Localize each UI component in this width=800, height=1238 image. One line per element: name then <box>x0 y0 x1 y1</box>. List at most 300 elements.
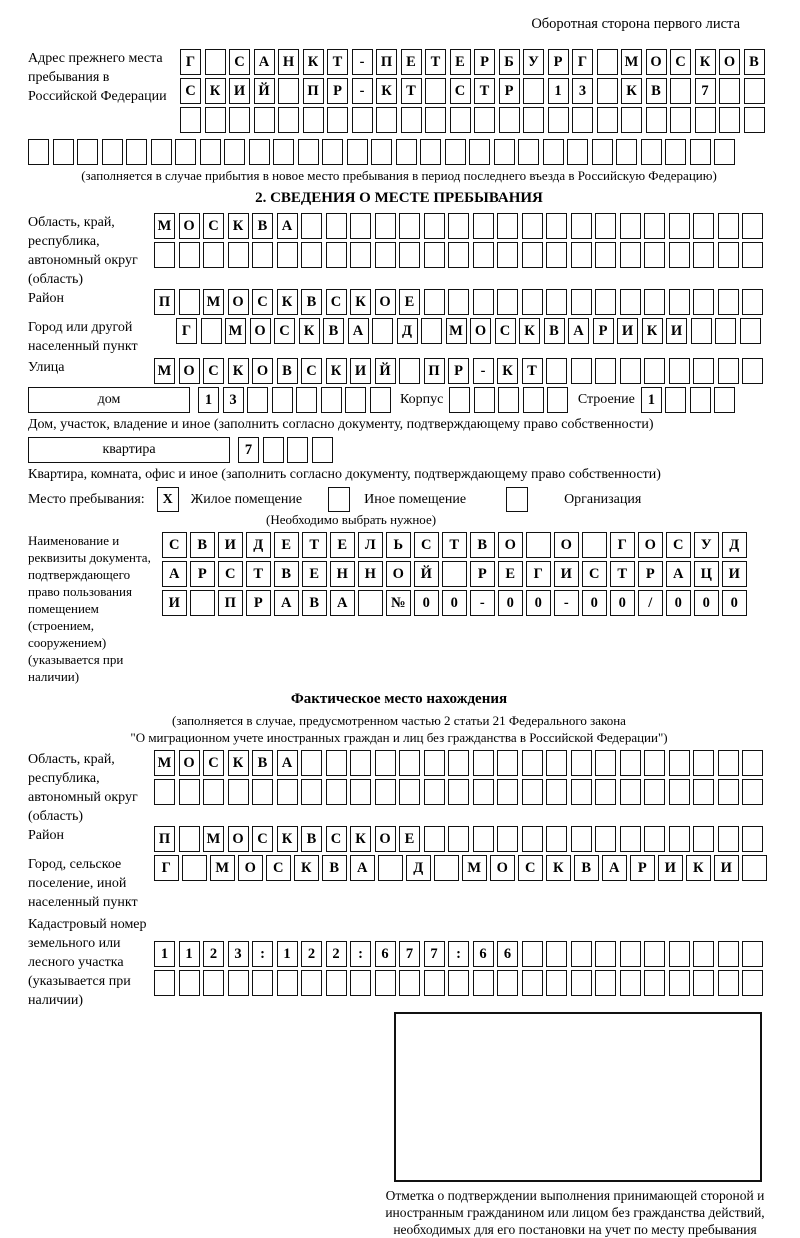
char-cell <box>498 387 519 413</box>
char-cell <box>644 970 665 996</box>
char-cell <box>228 970 249 996</box>
char-cell: К <box>277 289 298 315</box>
char-cell: П <box>303 78 324 104</box>
char-cell <box>621 107 642 133</box>
char-cell: 3 <box>572 78 593 104</box>
char-cell <box>277 970 298 996</box>
char-cell <box>53 139 74 165</box>
char-cell <box>278 107 299 133</box>
char-cell <box>375 750 396 776</box>
char-cell <box>424 779 445 805</box>
char-cell: Й <box>414 561 439 587</box>
char-cell <box>254 107 275 133</box>
char-cell <box>522 242 543 268</box>
char-cell <box>669 213 690 239</box>
char-cell: Р <box>246 590 271 616</box>
char-cell: О <box>375 826 396 852</box>
char-cell <box>620 289 641 315</box>
char-cell <box>693 826 714 852</box>
char-cell: Т <box>610 561 635 587</box>
char-cell: Р <box>593 318 614 344</box>
char-cell <box>102 139 123 165</box>
char-cell <box>595 289 616 315</box>
ownership-document-row-1 <box>162 532 750 558</box>
char-cell <box>424 242 445 268</box>
char-cell <box>718 970 739 996</box>
char-cell: М <box>203 826 224 852</box>
char-cell <box>641 139 662 165</box>
char-cell: 0 <box>414 590 439 616</box>
char-cell: М <box>203 289 224 315</box>
char-cell <box>424 970 445 996</box>
char-cell: Т <box>401 78 422 104</box>
char-cell <box>252 779 273 805</box>
char-cell: Р <box>548 49 569 75</box>
char-cell <box>742 941 763 967</box>
stamp-caption: Отметка о подтверждении выполнения принимающей стороной и иностранным гражданином или лицом без гражданства действий, необходимых для его постановки на учет по месту пребывания <box>385 1188 765 1237</box>
ownership-document-label: Наименование и реквизиты документа, подтверждающего право пользования помещением (строением, сооружением) (указывается при наличии) <box>28 533 151 684</box>
char-cell <box>572 107 593 133</box>
char-cell: Е <box>401 49 422 75</box>
char-cell: А <box>348 318 369 344</box>
char-cell <box>522 213 543 239</box>
char-cell <box>375 970 396 996</box>
char-cell: А <box>568 318 589 344</box>
char-cell: П <box>154 289 175 315</box>
char-cell <box>350 779 371 805</box>
char-cell <box>595 970 616 996</box>
char-cell <box>595 358 616 384</box>
char-cell <box>252 242 273 268</box>
char-cell: К <box>228 750 249 776</box>
char-cell: В <box>301 826 322 852</box>
char-cell: С <box>218 561 243 587</box>
stroenie-label: Строение <box>577 392 635 407</box>
char-cell <box>571 826 592 852</box>
char-cell: И <box>722 561 747 587</box>
char-cell: 1 <box>179 941 200 967</box>
region-row-1 <box>154 213 767 239</box>
char-cell <box>326 970 347 996</box>
char-cell <box>523 78 544 104</box>
char-cell <box>690 387 711 413</box>
char-cell: О <box>375 289 396 315</box>
char-cell <box>448 970 469 996</box>
char-cell <box>298 139 319 165</box>
street-row <box>154 358 767 384</box>
char-cell: Й <box>375 358 396 384</box>
char-cell: К <box>376 78 397 104</box>
char-cell <box>358 590 383 616</box>
char-cell <box>546 750 567 776</box>
char-cell <box>690 139 711 165</box>
char-cell: С <box>450 78 471 104</box>
char-cell: К <box>294 855 319 881</box>
char-cell <box>644 941 665 967</box>
char-cell <box>497 970 518 996</box>
char-cell <box>522 289 543 315</box>
char-cell: С <box>266 855 291 881</box>
char-cell <box>742 213 763 239</box>
char-cell: С <box>326 826 347 852</box>
char-cell <box>497 289 518 315</box>
char-cell <box>546 970 567 996</box>
char-cell <box>644 779 665 805</box>
char-cell <box>499 107 520 133</box>
cadastre-row-1 <box>154 941 767 967</box>
char-cell <box>526 532 551 558</box>
char-cell <box>399 242 420 268</box>
char-cell: А <box>666 561 691 587</box>
ownership-document-row-2 <box>162 561 750 587</box>
char-cell: М <box>154 358 175 384</box>
cadastre-label: Кадастровый номер земельного или лесного участка (указывается при наличии) <box>28 917 147 1008</box>
char-cell: 0 <box>666 590 691 616</box>
char-cell: Т <box>302 532 327 558</box>
char-cell <box>445 139 466 165</box>
char-cell <box>669 242 690 268</box>
char-cell <box>693 242 714 268</box>
char-cell: У <box>694 532 719 558</box>
char-cell: С <box>203 358 224 384</box>
char-cell <box>399 213 420 239</box>
char-cell: К <box>642 318 663 344</box>
korpus-label: Корпус <box>400 392 444 407</box>
char-cell: С <box>582 561 607 587</box>
char-cell <box>718 242 739 268</box>
char-cell <box>448 779 469 805</box>
char-cell: М <box>225 318 246 344</box>
char-cell: Н <box>358 561 383 587</box>
char-cell <box>228 779 249 805</box>
char-cell: 2 <box>326 941 347 967</box>
char-cell <box>399 779 420 805</box>
char-cell: О <box>238 855 263 881</box>
char-cell <box>742 970 763 996</box>
actual-region-block <box>28 750 770 826</box>
korpus-row <box>449 387 572 413</box>
char-cell <box>252 970 273 996</box>
stamp-box <box>394 1012 762 1182</box>
char-cell: К <box>299 318 320 344</box>
char-cell <box>205 49 226 75</box>
street-block <box>28 358 770 384</box>
char-cell <box>301 970 322 996</box>
char-cell: В <box>744 49 765 75</box>
char-cell: 0 <box>526 590 551 616</box>
char-cell <box>597 107 618 133</box>
char-cell <box>620 826 641 852</box>
char-cell <box>301 779 322 805</box>
prev-address-note: (заполняется в случае прибытия в новое место пребывания в период последнего въезда в Российскую Федерацию) <box>81 168 717 183</box>
apartment-number-row <box>238 437 336 463</box>
actual-district-label: Район <box>28 828 64 843</box>
char-cell: О <box>490 855 515 881</box>
char-cell: О <box>554 532 579 558</box>
char-cell <box>182 855 207 881</box>
char-cell <box>179 289 200 315</box>
char-cell <box>296 387 317 413</box>
char-cell <box>718 750 739 776</box>
char-cell <box>571 289 592 315</box>
char-cell <box>179 970 200 996</box>
char-cell: 1 <box>154 941 175 967</box>
char-cell: 0 <box>722 590 747 616</box>
char-cell: Й <box>254 78 275 104</box>
char-cell <box>179 242 200 268</box>
char-cell: - <box>554 590 579 616</box>
char-cell <box>571 358 592 384</box>
char-cell <box>421 318 442 344</box>
char-cell <box>473 970 494 996</box>
char-cell: Т <box>474 78 495 104</box>
char-cell: В <box>470 532 495 558</box>
char-cell <box>278 78 299 104</box>
char-cell <box>273 139 294 165</box>
char-cell: О <box>179 750 200 776</box>
char-cell: С <box>326 289 347 315</box>
char-cell <box>543 139 564 165</box>
char-cell <box>497 750 518 776</box>
char-cell <box>450 107 471 133</box>
char-cell: 1 <box>641 387 662 413</box>
char-cell <box>448 289 469 315</box>
char-cell: Е <box>330 532 355 558</box>
char-cell: - <box>470 590 495 616</box>
char-cell <box>742 826 763 852</box>
char-cell: О <box>386 561 411 587</box>
char-cell: 6 <box>375 941 396 967</box>
char-cell: О <box>638 532 663 558</box>
char-cell: С <box>414 532 439 558</box>
char-cell <box>719 107 740 133</box>
char-cell: В <box>323 318 344 344</box>
stay-type-checkbox-organization <box>506 487 528 512</box>
house-note: Дом, участок, владение и иное (заполнить согласно документу, подтверждающему право собственности) <box>28 417 654 432</box>
char-cell: С <box>670 49 691 75</box>
char-cell <box>474 107 495 133</box>
char-cell: 7 <box>695 78 716 104</box>
char-cell <box>473 826 494 852</box>
char-cell <box>497 826 518 852</box>
char-cell <box>277 242 298 268</box>
char-cell: Р <box>630 855 655 881</box>
char-cell: 7 <box>399 941 420 967</box>
char-cell <box>595 242 616 268</box>
char-cell <box>474 387 495 413</box>
char-cell: 2 <box>301 941 322 967</box>
char-cell <box>399 358 420 384</box>
char-cell <box>345 387 366 413</box>
char-cell <box>448 242 469 268</box>
char-cell: С <box>666 532 691 558</box>
apartment-note: Квартира, комната, офис и иное (заполнить согласно документу, подтверждающему право собственности) <box>28 467 661 482</box>
char-cell: П <box>376 49 397 75</box>
char-cell <box>399 970 420 996</box>
char-cell: Г <box>526 561 551 587</box>
section2-title: 2. СВЕДЕНИЯ О МЕСТЕ ПРЕБЫВАНИЯ <box>255 190 543 206</box>
char-cell: К <box>228 213 249 239</box>
char-cell <box>744 78 765 104</box>
char-cell <box>375 213 396 239</box>
actual-location-note-2: "О миграционном учете иностранных граждан и лиц без гражданства в Российской Федерации") <box>130 730 668 745</box>
char-cell: О <box>498 532 523 558</box>
char-cell <box>714 387 735 413</box>
city-label: Город или другой населенный пункт <box>28 320 138 354</box>
char-cell: Н <box>278 49 299 75</box>
char-cell <box>595 826 616 852</box>
char-cell: 3 <box>228 941 249 967</box>
char-cell: 0 <box>582 590 607 616</box>
char-cell: О <box>252 358 273 384</box>
char-cell <box>571 213 592 239</box>
char-cell <box>303 107 324 133</box>
char-cell <box>670 78 691 104</box>
char-cell: Е <box>274 532 299 558</box>
char-cell: В <box>277 358 298 384</box>
char-cell <box>669 289 690 315</box>
actual-region-row-2 <box>154 779 767 805</box>
char-cell: А <box>254 49 275 75</box>
char-cell: А <box>274 590 299 616</box>
region-row-2 <box>154 242 767 268</box>
char-cell <box>597 49 618 75</box>
char-cell <box>229 107 250 133</box>
stay-type-note: (Необходимо выбрать нужное) <box>266 512 437 527</box>
char-cell <box>620 750 641 776</box>
char-cell: В <box>274 561 299 587</box>
char-cell: Т <box>246 561 271 587</box>
char-cell <box>154 242 175 268</box>
char-cell: 7 <box>238 437 259 463</box>
char-cell <box>547 387 568 413</box>
char-cell <box>669 750 690 776</box>
char-cell: Р <box>448 358 469 384</box>
char-cell <box>263 437 284 463</box>
char-cell <box>224 139 245 165</box>
char-cell: Б <box>499 49 520 75</box>
char-cell <box>321 387 342 413</box>
char-cell <box>126 139 147 165</box>
char-cell: И <box>554 561 579 587</box>
char-cell <box>742 289 763 315</box>
char-cell <box>449 387 470 413</box>
char-cell <box>326 242 347 268</box>
char-cell <box>420 139 441 165</box>
char-cell <box>546 779 567 805</box>
char-cell <box>715 318 736 344</box>
char-cell: К <box>205 78 226 104</box>
char-cell <box>350 213 371 239</box>
apartment-block <box>28 437 770 463</box>
char-cell <box>154 779 175 805</box>
char-cell: - <box>352 49 373 75</box>
char-cell: С <box>252 826 273 852</box>
char-cell: - <box>352 78 373 104</box>
district-row <box>154 289 767 315</box>
char-cell <box>326 779 347 805</box>
char-cell: Р <box>499 78 520 104</box>
stay-type-checkbox-residential: X <box>157 487 179 512</box>
char-cell: П <box>154 826 175 852</box>
char-cell <box>595 941 616 967</box>
char-cell <box>180 107 201 133</box>
char-cell <box>203 242 224 268</box>
char-cell: С <box>203 750 224 776</box>
char-cell <box>301 213 322 239</box>
char-cell: 6 <box>473 941 494 967</box>
char-cell <box>473 242 494 268</box>
char-cell: Р <box>638 561 663 587</box>
char-cell <box>497 242 518 268</box>
char-cell: О <box>719 49 740 75</box>
char-cell: 1 <box>548 78 569 104</box>
prev-address-row-4 <box>28 139 770 165</box>
char-cell: В <box>322 855 347 881</box>
char-cell: Е <box>302 561 327 587</box>
char-cell <box>322 139 343 165</box>
char-cell <box>644 750 665 776</box>
char-cell: М <box>154 750 175 776</box>
char-cell <box>522 779 543 805</box>
char-cell: Е <box>399 826 420 852</box>
char-cell: 1 <box>277 941 298 967</box>
char-cell: Т <box>327 49 348 75</box>
char-cell <box>597 78 618 104</box>
char-cell: И <box>218 532 243 558</box>
char-cell: И <box>162 590 187 616</box>
city-row <box>176 318 764 344</box>
char-cell <box>644 826 665 852</box>
char-cell: Г <box>154 855 179 881</box>
char-cell <box>620 970 641 996</box>
char-cell <box>669 358 690 384</box>
char-cell <box>350 750 371 776</box>
char-cell: 0 <box>694 590 719 616</box>
char-cell: К <box>350 289 371 315</box>
char-cell <box>434 855 459 881</box>
char-cell <box>718 213 739 239</box>
char-cell <box>497 213 518 239</box>
char-cell <box>494 139 515 165</box>
char-cell <box>77 139 98 165</box>
char-cell <box>620 242 641 268</box>
char-cell <box>424 750 445 776</box>
char-cell: О <box>646 49 667 75</box>
char-cell: И <box>658 855 683 881</box>
char-cell <box>228 242 249 268</box>
apartment-box-label: квартира <box>28 437 230 463</box>
char-cell <box>203 779 224 805</box>
char-cell <box>424 289 445 315</box>
char-cell: О <box>250 318 271 344</box>
char-cell <box>522 970 543 996</box>
actual-region-row-1 <box>154 750 767 776</box>
char-cell <box>693 750 714 776</box>
char-cell <box>277 779 298 805</box>
char-cell: А <box>162 561 187 587</box>
prev-address-row-3 <box>180 107 768 133</box>
char-cell <box>518 139 539 165</box>
char-cell: 0 <box>610 590 635 616</box>
char-cell: В <box>301 289 322 315</box>
char-cell <box>154 970 175 996</box>
char-cell: А <box>602 855 627 881</box>
char-cell: О <box>179 358 200 384</box>
char-cell: М <box>462 855 487 881</box>
char-cell: А <box>330 590 355 616</box>
stay-type-checkbox-other-premises <box>328 487 350 512</box>
